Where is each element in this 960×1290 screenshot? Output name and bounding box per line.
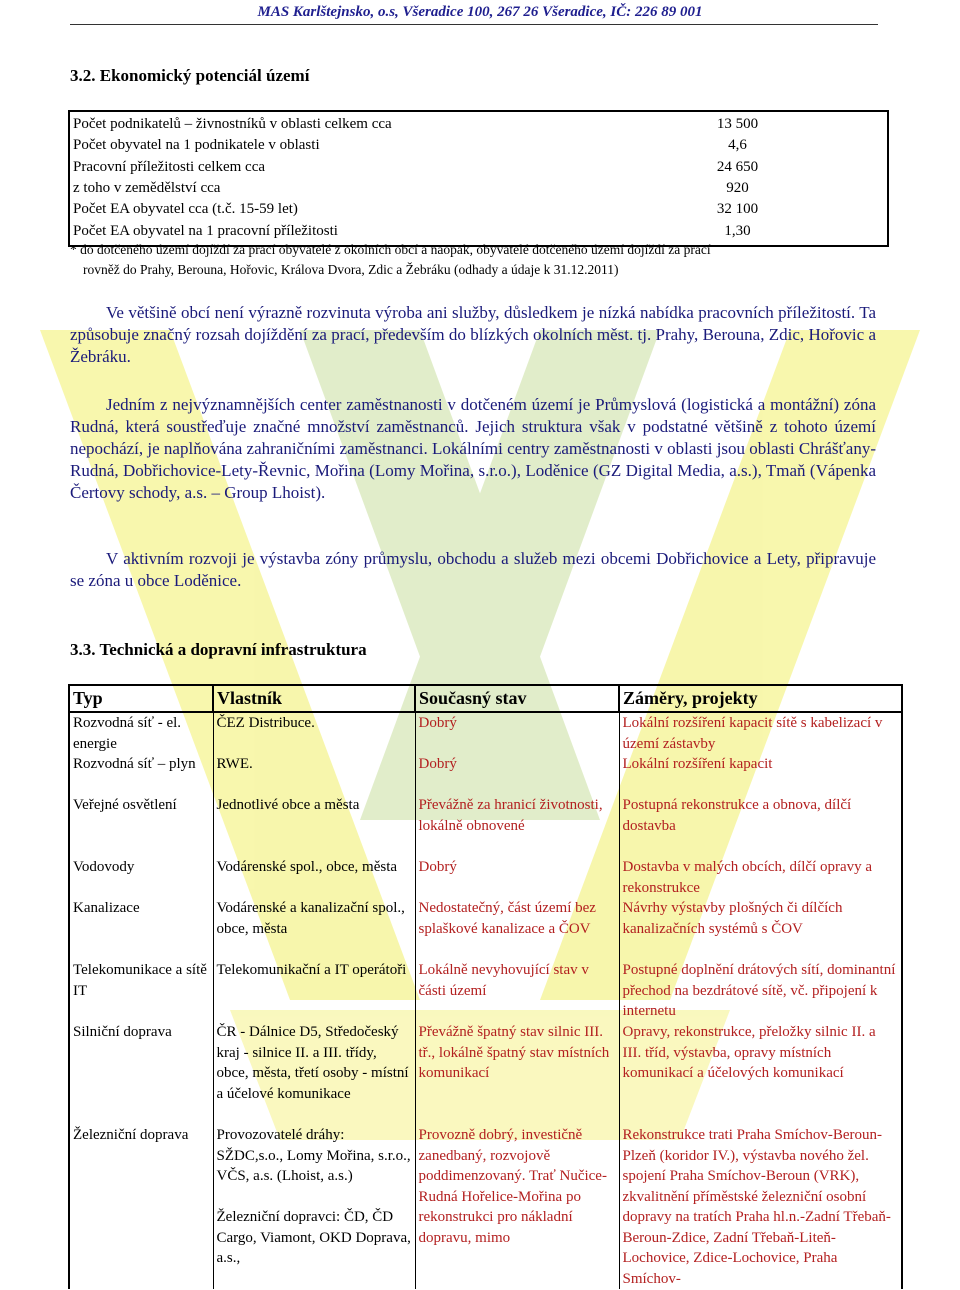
cell-current-state: Provozně dobrý, investičně zanedbaný, rozvojově poddimenzovaný. Trať Nučice-Rudná Hořelice-Mořina po rekonstrukci pro nákladní dopravu, mimo — [415, 1125, 619, 1289]
cell-owner: Vodárenské spol., obce, města — [213, 857, 415, 898]
stats-footnote — [70, 240, 890, 280]
footnote-line-2: rovněž do Prahy, Berouna, Hořovic, Králova Dvora, Zdic a Žebráku (odhady a údaje k 31.12.2011) — [83, 262, 619, 277]
table-row — [69, 898, 902, 960]
stat-row — [70, 220, 887, 241]
stat-row — [70, 135, 887, 156]
cell-owner: Telekomunikační a IT operátoři — [213, 960, 415, 1022]
cell-plans: Postupná rekonstrukce a obnova, dílčí dostavba — [619, 795, 902, 857]
column-header-plans: Záměry, projekty — [619, 685, 902, 712]
table-row — [69, 1022, 902, 1125]
cell-plans: Lokální rozšíření kapacit sítě s kabelizací v území zástavby — [619, 712, 902, 754]
cell-plans: Rekonstrukce trati Praha Smíchov-Beroun-Plzeň (koridor IV.), výstavba nového žel. spojení Praha Smíchov-Beroun (VRK), zkvalitnění příměstské železniční osobní dopravy na tratích Praha hl.n.-Zadní Třebaň-Beroun-Zdice, Zadní Třebaň-Liteň-Lochovice, Zdice-Lochovice, Praha Smíchov- — [619, 1125, 902, 1289]
section-title-economic: 3.2. Ekonomický potenciál území — [70, 66, 310, 85]
stat-label: z toho v zemědělství cca — [73, 180, 221, 197]
cell-current-state: Nedostatečný, část území bez splaškové kanalizace a ČOV — [415, 898, 619, 960]
cell-plans: Dostavba v malých obcích, dílčí opravy a rekonstrukce — [619, 857, 902, 898]
cell-plans: Opravy, rekonstrukce, přeložky silnic II. a III. tříd, výstavba, opravy místních komunikací a účelových komunikací — [619, 1022, 902, 1125]
cell-plans: Návrhy výstavby plošných či dílčích kanalizačních systémů s ČOV — [619, 898, 902, 960]
stat-value: 24 650 — [716, 158, 759, 175]
stat-row — [70, 178, 887, 199]
cell-owner: RWE. — [213, 754, 415, 795]
page-header: MAS Karlštejnsko, o.s, Všeradice 100, 267 26 Všeradice, IČ: 226 89 001 — [257, 4, 703, 20]
paragraph-employment-centers: Jedním z nejvýznamnějších center zaměstnanosti v dotčeném území je Průmyslová (logistická a montážní) zóna Rudná, která soustřeďuje značné množství zaměstnanců. Jejich struktura však v podstatné většině z tohoto území nepochází, je naplňována zahraničními zaměstnanci. Lokálními centry zaměstnanosti v oblasti jsou oblasti Chrášťany-Rudná, Dobřichovice-Lety-Řevnic, Mořina (Lomy Mořina, s.r.o.), Loděnice (GZ Digital Media, a.s.), Tmaň (Vápenka Čertovy schody, a.s. – Group Lhoist). — [70, 395, 877, 502]
cell-owner: Jednotlivé obce a města — [213, 795, 415, 857]
paragraph-development: V aktivním rozvoji je výstavba zóny průmyslu, obchodu a služeb mezi obcemi Dobřichovice a Lety, připravuje se zóna u obce Loděnice. — [70, 549, 876, 590]
footnote-line-1: * do dotčeného území dojíždí za prací obyvatelé z okolních obcí a naopak, obyvatelé dotčeného území dojíždí za prací — [70, 242, 711, 257]
paragraph-employment: Ve většině obcí není výrazně rozvinuta výroba ani služby, důsledkem je nízká nabídka pracovních příležitostí. Ta způsobuje značný rozsah dojíždění za prací, především do blízkých okolních měst. tj. Prahy, Berouna, Zdic, Hořovic a Žebráku. — [70, 303, 876, 366]
cell-type: Veřejné osvětlení — [69, 795, 213, 857]
column-header-current-state: Současný stav — [415, 685, 619, 712]
cell-current-state: Převážně špatný stav silnic III. tř., lokálně špatný stav místních komunikací — [415, 1022, 619, 1125]
stat-row — [70, 157, 887, 178]
cell-type: Železniční doprava — [69, 1125, 213, 1289]
table-row — [69, 857, 902, 898]
stat-label: Pracovní příležitosti celkem cca — [73, 158, 266, 175]
cell-type: Telekomunikace a sítě IT — [69, 960, 213, 1022]
table-row — [69, 795, 902, 857]
stat-label: Počet EA obyvatel cca (t.č. 15-59 let) — [73, 201, 298, 218]
infrastructure-table-header — [69, 685, 902, 712]
stat-label: Počet obyvatel na 1 podnikatele v oblasti — [73, 137, 320, 154]
table-row — [69, 754, 902, 795]
cell-current-state: Dobrý — [415, 857, 619, 898]
cell-current-state: Lokálně nevyhovující stav v části území — [415, 960, 619, 1022]
stat-value: 4,6 — [728, 137, 747, 154]
stat-label: Počet podnikatelů – živnostníků v oblasti celkem cca — [73, 116, 392, 133]
table-row — [69, 1125, 902, 1289]
infrastructure-table — [68, 684, 903, 1289]
section-title-technical: 3.3. Technická a dopravní infrastruktura — [70, 640, 367, 659]
column-header-type: Typ — [69, 685, 213, 712]
table-row — [69, 712, 902, 754]
stat-row — [70, 199, 887, 220]
cell-type: Kanalizace — [69, 898, 213, 960]
header-divider — [70, 24, 878, 25]
cell-current-state: Dobrý — [415, 754, 619, 795]
cell-owner: ČEZ Distribuce. — [213, 712, 415, 754]
cell-owner: Vodárenské a kanalizační spol., obce, města — [213, 898, 415, 960]
stat-value: 1,30 — [724, 222, 751, 239]
cell-owner: ČR - Dálnice D5, Středočeský kraj - silnice II. a III. třídy, obce, města, třetí osoby - místní a účelové komunikace — [213, 1022, 415, 1125]
cell-type: Rozvodná síť - el. energie — [69, 712, 213, 754]
cell-current-state: Dobrý — [415, 712, 619, 754]
column-header-owner: Vlastník — [213, 685, 415, 712]
table-row — [69, 960, 902, 1022]
cell-plans: Lokální rozšíření kapacit — [619, 754, 902, 795]
cell-type: Rozvodná síť – plyn — [69, 754, 213, 795]
cell-current-state: Převážně za hranicí životnosti, lokálně obnovené — [415, 795, 619, 857]
economic-stats-table — [68, 110, 889, 247]
stat-row — [70, 114, 887, 135]
stat-value: 32 100 — [716, 201, 759, 218]
cell-type: Silniční doprava — [69, 1022, 213, 1125]
cell-plans: Postupné doplnění drátových sítí, dominantní přechod na bezdrátové sítě, vč. připojení k internetu — [619, 960, 902, 1022]
cell-owner: Provozovatelé dráhy: SŽDC,s.o., Lomy Mořina, s.r.o., VČS, a.s. (Lhoist, a.s.) Železniční dopravci: ČD, ČD Cargo, Viamont, OKD Doprava, a.s., — [213, 1125, 415, 1289]
stat-value: 920 — [726, 180, 749, 197]
stat-value: 13 500 — [716, 116, 759, 133]
cell-type: Vodovody — [69, 857, 213, 898]
stat-label: Počet EA obyvatel na 1 pracovní příležitosti — [73, 222, 338, 239]
